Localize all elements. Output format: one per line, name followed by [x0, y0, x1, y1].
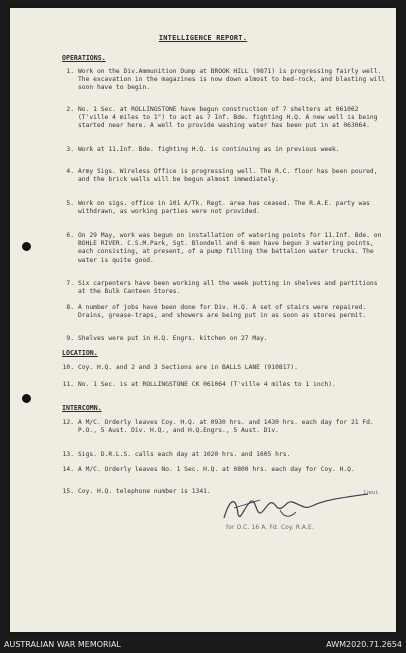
item-text: On 29 May, work was begun on installation of watering points for 11.Inf. Bde. on BOHLE RIVER. C.S.M.Park, Sgt. Blondell and 6 men have begun 3 watering points, each consisting, at present, of a pump filling the battalion water trucks. The water is quite good.: [78, 232, 382, 264]
signature-block: [220, 488, 392, 544]
item-text: Sigs. D.R.L.S. calls each day at 1020 hrs. and 1605 hrs.: [78, 451, 291, 458]
item-text: Six carpenters have been working all the week putting in shelves and partitions at the Bulk Canteen Stores.: [78, 280, 378, 296]
item-number: 13.: [62, 451, 74, 458]
section-heading-location: LOCATION.: [62, 349, 98, 357]
archive-footer: [0, 636, 406, 653]
item-number: 9.: [66, 335, 74, 342]
section-heading-intercomn: INTERCOMN.: [62, 404, 102, 412]
item-text: Coy. H.Q. telephone number is 1341.: [78, 488, 211, 495]
item-number: 15.: [62, 488, 74, 495]
punch-hole: [22, 394, 31, 403]
item-text: Work on the Div.Ammunition Dump at BROOK HILL (9871) is progressing fairly well. The excavation in the magazines is now down almost to bed-rock, and blasting will soon have to begin.: [78, 68, 386, 92]
item-text: No. 1 Sec. at ROLLINGSTONE have begun construction of 7 shelters at 061062 (T'ville 4 miles to 1") to act as 7 Inf. Bde. fighting H.Q. A new well is being started near here. A well to provide washing water has been put in at 063064.: [78, 106, 378, 130]
item-text: A number of jobs have been done for Div. H.Q. A set of stairs were repaired. Drains, grease-traps, and showers are being put in as soon as stores permit.: [78, 304, 367, 320]
item-text: Work at 11.Inf. Bde. fighting H.Q. is continuing as in previous week.: [78, 146, 340, 153]
item-text: A M/C. Orderly leaves Coy. H.Q. at 0930 hrs. and 1430 hrs. each day for 21 Fd. P.O., 5 Aust. Div. H.Q., and H.Q.Engrs., 5 Aust. Div.: [78, 419, 374, 435]
item-number: 6.: [66, 232, 74, 239]
punch-hole: [22, 242, 31, 251]
item-text: A M/C. Orderly leaves No. 1 Sec. H.Q. at 0800 hrs. each day for Coy. H.Q.: [78, 466, 355, 473]
section-heading-operations: OPERATIONS.: [62, 54, 106, 62]
institution-name: AUSTRALIAN WAR MEMORIAL: [4, 640, 121, 649]
signature-rank: Lieut.: [364, 490, 380, 496]
item-number: 3.: [66, 146, 74, 153]
item-number: 2.: [66, 106, 74, 113]
signature-for-line: for O.C. 16 A. Fd. Coy. R.A.E.: [226, 525, 314, 531]
item-text: No. 1 Sec. is at ROLLINGSTONE CK 061064 (T'ville 4 miles to 1 inch).: [78, 381, 336, 388]
document-page: [10, 8, 396, 632]
item-number: 4.: [66, 168, 74, 175]
catalogue-number: AWM2020.71.2654: [326, 640, 402, 649]
item-number: 11.: [62, 381, 74, 388]
item-number: 10.: [62, 364, 74, 371]
item-text: Army Sigs. Wireless Office is progressing well. The R.C. floor has been poured, and the brick walls will be begun almost immediately.: [78, 168, 378, 184]
item-number: 5.: [66, 200, 74, 207]
item-number: 14.: [62, 466, 74, 473]
item-text: Work on sigs. office in 101 A/Tk. Regt. area has ceased. The R.A.E. party was withdrawn, as working parties were not provided.: [78, 200, 370, 216]
item-number: 12.: [62, 419, 74, 426]
document-title: INTELLIGENCE REPORT.: [158, 34, 248, 42]
item-number: 8.: [66, 304, 74, 311]
item-number: 1.: [66, 68, 74, 75]
handwritten-signature: [220, 488, 370, 528]
item-text: Shelves were put in H.Q. Engrs. kitchen on 27 May.: [78, 335, 268, 342]
item-number: 7.: [66, 280, 74, 287]
item-text: Coy. H.Q. and 2 and 3 Sections are in BALLS LANE (910817).: [78, 364, 298, 371]
